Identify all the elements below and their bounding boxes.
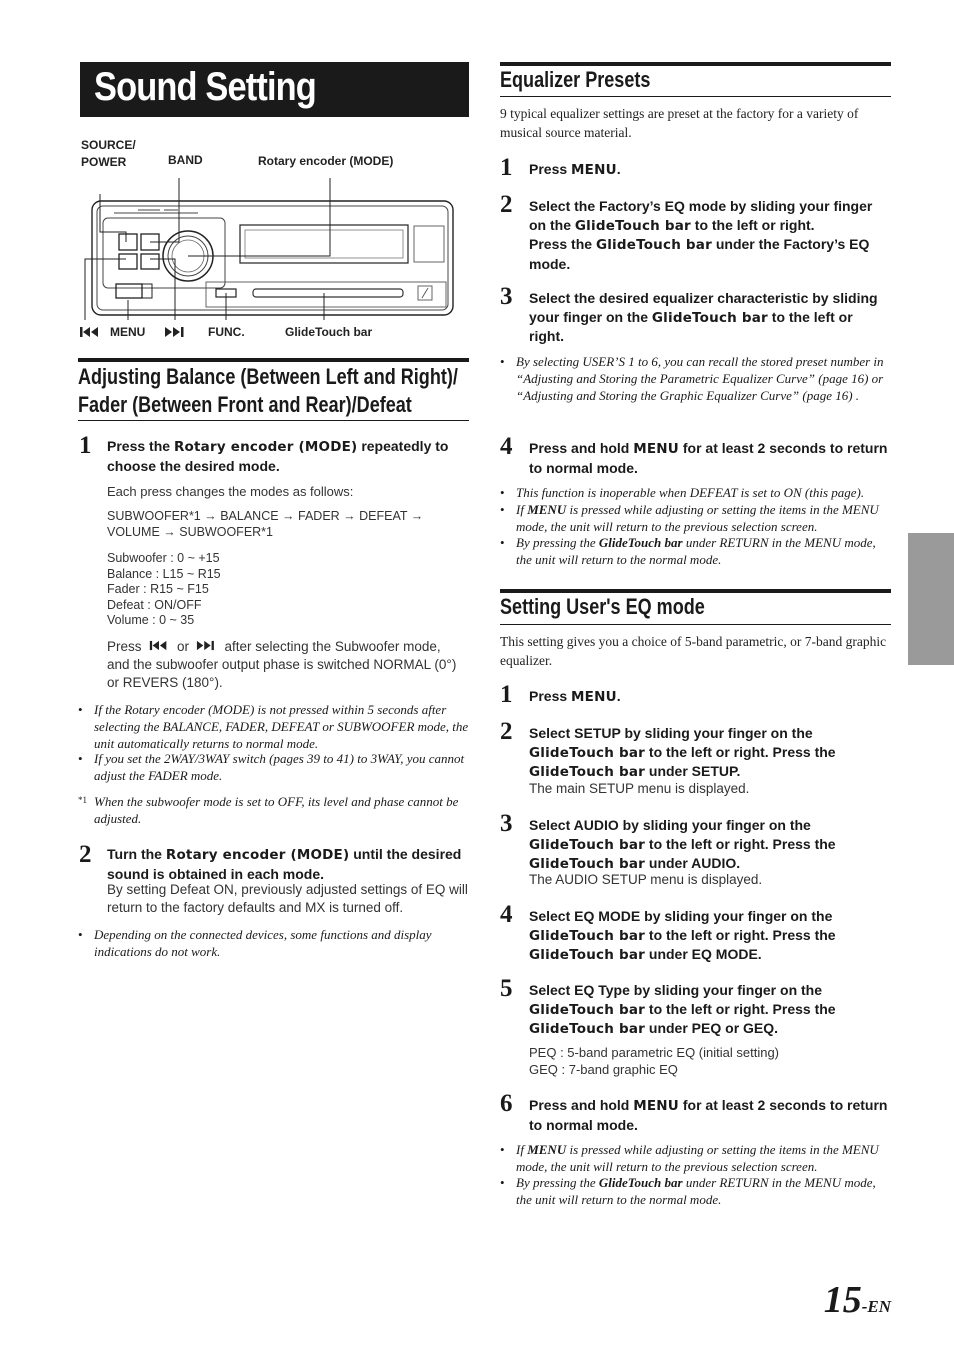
section-rule-bottom: [500, 624, 891, 625]
balance-step2-text: Turn the Rotary encoder (MODE) until the desired sound is obtained in each mode.: [107, 846, 462, 882]
note-item: • By pressing the GlideTouch bar under RETURN in the MENU mode, the unit will return to the normal mode.: [500, 535, 876, 567]
rotary-encoder-label: Rotary encoder (MODE): [258, 154, 394, 168]
eq-step4-text: Press and hold MENU for at least 2 seconds to return to normal mode.: [529, 440, 888, 476]
step-number: 2: [79, 841, 92, 868]
defeat-body-text: By setting Defeat ON, previously adjusted settings of EQ will return to the factory defaults and MX is turned off.: [107, 882, 468, 915]
func-label: FUNC.: [208, 325, 245, 339]
glidetouch-label: GlideTouch bar: [285, 325, 373, 339]
mode-ranges: [107, 551, 221, 629]
menu-label: MENU: [110, 325, 146, 339]
phase-switch-text: Press or after selecting the Subwoofer mode, and the subwoofer output phase is switched NORMAL (0°) or REVERS (180°).: [107, 639, 457, 690]
page-number: 15-EN: [823, 1279, 891, 1321]
range-item: Fader : R15 ~ F15: [107, 582, 209, 596]
peq-item: PEQ : 5-band parametric EQ (initial setting): [529, 1045, 779, 1060]
range-item: Subwoofer : 0 ~ +15: [107, 551, 220, 565]
note-item: • If the Rotary encoder (MODE) is not pressed within 5 seconds after selecting the BALANCE, FADER, DEFEAT or SUBWOOFER mode, the unit automatically returns to normal mode.: [78, 702, 469, 751]
eq-presets-heading: Equalizer Presets: [500, 67, 651, 92]
eq-type-list: [529, 1045, 779, 1078]
each-press-text: Each press changes the modes as follows:: [107, 484, 354, 499]
step-number: 1: [500, 681, 513, 708]
user-eq-heading: Setting User's EQ mode: [500, 594, 705, 619]
user-step2-text: Select SETUP by sliding your finger on the GlideTouch bar to the left or right. Press the GlideTouch bar under SETUP.: [529, 725, 836, 780]
head-unit-diagram: [78, 170, 458, 342]
note-item: • If MENU is pressed while adjusting or setting the items in the MENU mode, the unit will return to the previous selection screen.: [500, 1142, 879, 1174]
band-label: BAND: [168, 153, 203, 167]
prev-track-icon: [145, 640, 173, 651]
source-power-label: SOURCE/ POWER: [81, 138, 136, 169]
step-number: 5: [500, 975, 513, 1002]
audio-menu-text: The AUDIO SETUP menu is displayed.: [529, 872, 763, 887]
next-track-icon: [164, 326, 188, 338]
step-number: 3: [500, 810, 513, 837]
user-step1-text: Press MENU.: [529, 688, 621, 705]
step-number: 3: [500, 283, 513, 310]
step-number: 1: [79, 432, 92, 459]
section-rule-bottom: [78, 420, 469, 421]
section-rule-top: [78, 358, 469, 362]
user-step3-text: Select AUDIO by sliding your finger on the GlideTouch bar to the left or right. Press the GlideTouch bar under AUDIO.: [529, 817, 836, 872]
range-item: Defeat : ON/OFF: [107, 597, 202, 612]
geq-item: GEQ : 7-band graphic EQ: [529, 1061, 678, 1077]
note-item: • By selecting USER’S 1 to 6, you can recall the stored preset number in “Adjusting and Storing the Parametric Equalizer Curve” (page 16) or “Adjusting and Storing the Graphic Equalizer Curve” (page 16) .: [500, 354, 884, 403]
prev-track-icon: [79, 326, 101, 338]
range-item: Balance : L15 ~ R15: [107, 566, 221, 581]
user-step4-text: Select EQ MODE by sliding your finger on the GlideTouch bar to the left or right. Press the GlideTouch bar under EQ MODE.: [529, 908, 836, 963]
mode-sequence: SUBWOOFER*1 → BALANCE → FADER → DEFEAT → VOLUME → SUBWOOFER*1: [107, 509, 424, 539]
user-step6-text: Press and hold MENU for at least 2 seconds to return to normal mode.: [529, 1097, 888, 1133]
eq-presets-intro: 9 typical equalizer settings are preset at the factory for a variety of musical source material.: [500, 106, 859, 140]
note-item: • By pressing the GlideTouch bar under RETURN in the MENU mode, the unit will return to the normal mode.: [500, 1175, 876, 1207]
title-banner: [80, 62, 469, 117]
step-number: 1: [500, 154, 513, 181]
range-item: Volume : 0 ~ 35: [107, 613, 195, 627]
note-item: • If you set the 2WAY/3WAY switch (pages 39 to 41) to 3WAY, you cannot adjust the FADER mode.: [78, 751, 465, 783]
note-item: • If MENU is pressed while adjusting or setting the items in the MENU mode, the unit will return to the previous selection screen.: [500, 502, 879, 534]
step-number: 2: [500, 718, 513, 745]
next-track-icon: [193, 640, 221, 651]
step-number: 6: [500, 1090, 513, 1117]
step-number: 4: [500, 901, 513, 928]
balance-heading: Adjusting Balance (Between Left and Right)/ Fader (Between Front and Rear)/Defeat: [78, 364, 458, 417]
user-step5-text: Select EQ Type by sliding your finger on the GlideTouch bar to the left or right. Press the GlideTouch bar under PEQ or GEQ.: [529, 982, 836, 1037]
note-item: • Depending on the connected devices, some functions and display indications do not work.: [78, 927, 432, 959]
chapter-tab: [908, 533, 954, 665]
eq-step3-text: Select the desired equalizer characteristic by sliding your finger on the GlideTouch bar to the left or right.: [529, 290, 878, 344]
footnote: *1 When the subwoofer mode is set to OFF, its level and phase cannot be adjusted.: [78, 794, 459, 826]
user-eq-intro: This setting gives you a choice of 5-band parametric, or 7-band graphic equalizer.: [500, 634, 887, 668]
step-number: 4: [500, 433, 513, 460]
setup-menu-text: The main SETUP menu is displayed.: [529, 781, 750, 796]
balance-step1-text: Press the Rotary encoder (MODE) repeatedly to choose the desired mode.: [107, 438, 449, 474]
section-rule-bottom: [500, 96, 891, 97]
eq-step1-text: Press MENU.: [529, 161, 621, 178]
page-title: Sound Setting: [94, 65, 316, 109]
note-item: • This function is inoperable when DEFEAT is set to ON (this page).: [500, 485, 865, 500]
step-number: 2: [500, 191, 513, 218]
eq-step2-text: Select the Factory’s EQ mode by sliding your finger on the GlideTouch bar to the left or right. Press the GlideTouch bar under the Factory’s EQ mode.: [529, 198, 873, 272]
